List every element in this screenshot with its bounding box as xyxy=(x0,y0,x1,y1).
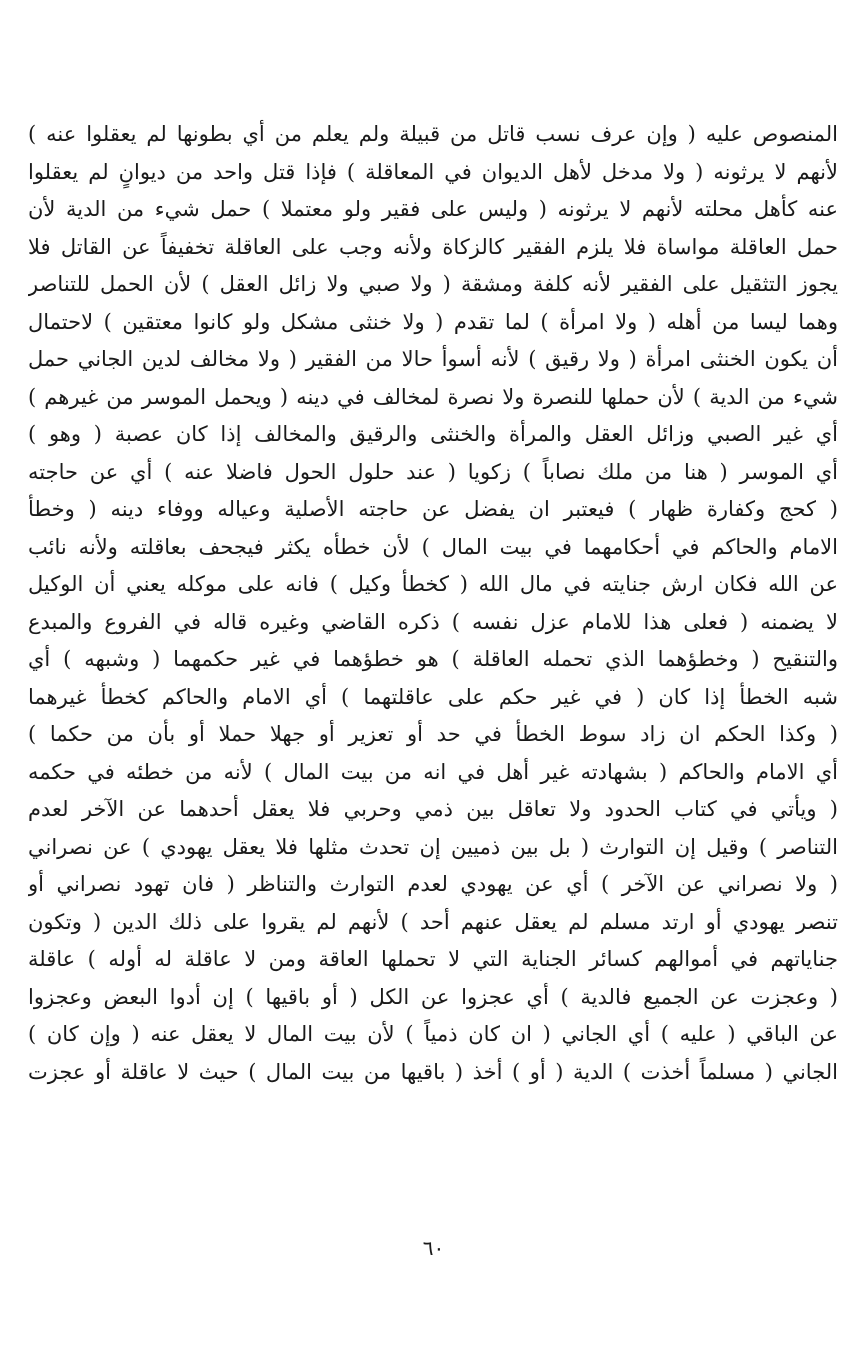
body-text xyxy=(28,116,838,1091)
text-line: ( كحج وكفارة ظهار ) فيعتبر ان يفضل عن حاجته الأصلية وعياله ووفاء دينه ( وخطأ xyxy=(28,497,838,521)
text-line: أن يكون الخنثى امرأة ( ولا رقيق ) لأنه أسوأ حالا من الفقير ( ولا مخالف لدين الجاني حمل xyxy=(28,347,838,371)
text-line: عنه كأهل محلته لأنهم لا يرثونه ( وليس على فقير ولو معتملا ) حمل شيء من الدية لأن xyxy=(28,197,838,221)
text-line: المنصوص عليه ( وإن عرف نسب قاتل من قبيلة ولم يعلم من أي بطونها لم يعقلوا عنه ) xyxy=(28,122,838,146)
text-line: أي الامام والحاكم ( بشهادته غير أهل في انه من بيت المال ) لأنه من خطئه في حكمه xyxy=(28,759,838,784)
text-line: ( وعجزت عن الجميع فالدية ) أي عجزوا عن الكل ( أو باقيها ) إن أدوا البعض وعجزوا xyxy=(28,984,838,1009)
page-number: ٦٠ xyxy=(422,1236,445,1260)
text-line: ( ولا نصراني عن الآخر ) أي عن يهودي لعدم التوارث والتناظر ( فان تهود نصراني أو xyxy=(28,872,838,896)
text-line: يجوز التثقيل على الفقير لأنه كلفة ومشقة ( ولا صبي ولا زائل العقل ) لأن الحمل للتناصر xyxy=(28,272,838,296)
text-line: شيء من الدية ) لأن حملها للنصرة ولا نصرة لمخالف في دينه ( ويحمل الموسر من غيرهم ) xyxy=(28,384,838,409)
text-line: حمل العاقلة مواساة فلا يلزم الفقير كالزكاة ولأنه وجب على العاقلة تخفيفاً عن القاتل فلا xyxy=(28,234,838,259)
text-line: أي الموسر ( هنا من ملك نصاباً ) زكويا ( عند حلول الحول فاضلا عنه ) أي عن حاجته xyxy=(28,459,838,484)
text-line: لأنهم لا يرثونه ( ولا مدخل لأهل الديوان في المعاقلة ) فإذا قتل واحد من ديوانٍ لم يعقلوا xyxy=(28,159,838,184)
text-line: عن الله فكان ارش جنايته في مال الله ( كخطأ وكيل ) فانه على موكله يعني أن الوكيل xyxy=(28,572,838,596)
text-line: عن الباقي ( عليه ) أي الجاني ( ان كان ذمياً ) لأن بيت المال لا يعقل عنه ( وإن كان ) xyxy=(28,1022,838,1046)
text-line: جناياتهم في أموالهم كسائر الجناية التي لا تحملها العاقة ومن لا عاقلة له أوله ) عاقلة xyxy=(28,947,838,971)
text-line: والتنقيح ( وخطؤهما الذي تحمله العاقلة ) هو خطؤهما في غير حكمهما ( وشبهه ) أي xyxy=(28,647,838,671)
text-line: وهما ليسا من أهله ( ولا امرأة ) لما تقدم ( ولا خنثى مشكل ولو كانوا معتقين ) لاحتمال xyxy=(28,309,838,334)
text-line: ( ويأتي في كتاب الحدود ولا تعاقل بين ذمي وحربي فلا يعقل أحدهما عن الآخر لعدم xyxy=(28,797,838,821)
text-line: التناصر ) وقيل إن التوارث ( بل بين ذميين إن تحدث مثلها فلا يعقل يهودي ) عن نصراني xyxy=(28,834,838,859)
text-line: ( وكذا الحكم ان زاد سوط الخطأ في حد أو تعزير أو جهلا حملا أو بأن من حكما ) xyxy=(28,722,838,746)
text-line: أي غير الصبي وزائل العقل والمرأة والخنثى والرقيق والمخالف إذا كان عصبة ( وهو ) xyxy=(28,422,838,446)
text-line: لا يضمنه ( فعلى هذا للامام عزل نفسه ) ذكره القاضي وغيره قاله في الفروع والمبدع xyxy=(28,609,838,634)
text-line: الجاني ( مسلماً أخذت ) الدية ( أو ) أخذ ( باقيها من بيت المال ) حيث لا عاقلة أو عجزت xyxy=(28,1059,838,1084)
text-line: الامام والحاكم في أحكامهما في بيت المال ) لأن خطأه يكثر فيجحف بعاقلته ولأنه نائب xyxy=(28,534,838,559)
text-line: شبه الخطأ إذا كان ( في غير حكم على عاقلتهما ) أي الامام والحاكم كخطأ غيرهما xyxy=(28,684,838,709)
text-line: تنصر يهودي أو ارتد مسلم لم يعقل عنهم أحد ) لأنهم لم يقروا على ذلك الدين ( وتكون xyxy=(28,909,838,934)
